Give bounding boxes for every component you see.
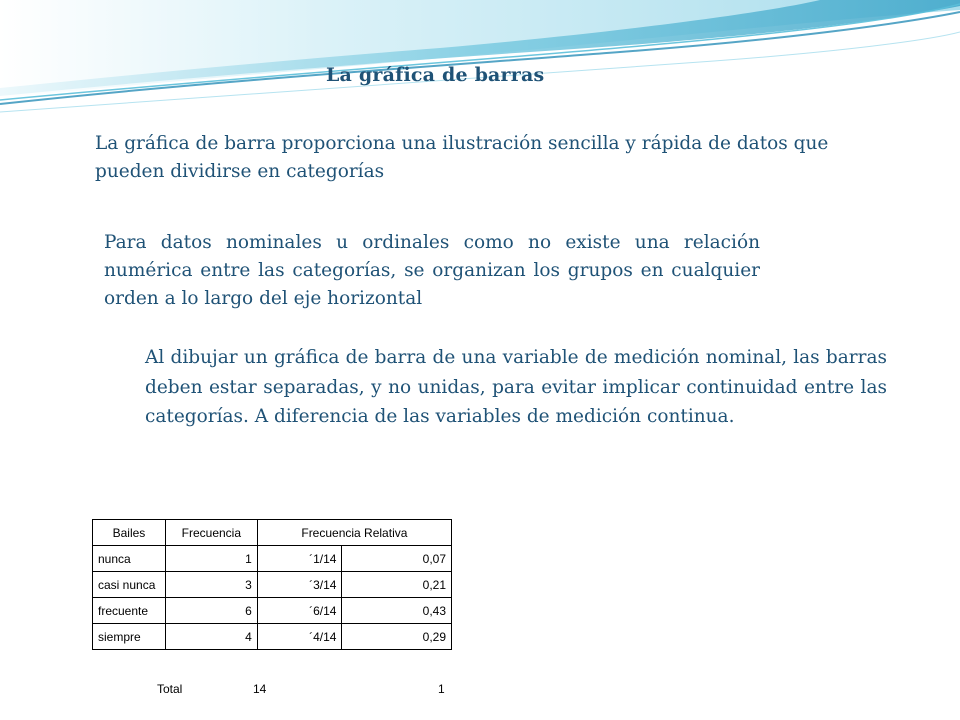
slide-title: La gráfica de barras	[326, 64, 545, 86]
row-frequency: 4	[165, 624, 257, 650]
row-frequency: 3	[165, 572, 257, 598]
row-relative: 0,07	[342, 546, 452, 572]
nominal-ordinal-paragraph: Para datos nominales u ordinales como no existe una relación numérica entre las categorías, se organizan los grupos en cualquier orden a lo largo del eje horizontal	[104, 232, 760, 309]
row-fraction: ´4/14	[257, 624, 342, 650]
table-header-row	[93, 520, 452, 546]
row-category: frecuente	[93, 598, 166, 624]
row-category: nunca	[93, 546, 166, 572]
row-category: casi nunca	[93, 572, 166, 598]
table-row	[93, 546, 452, 572]
header-frecuencia-relativa: Frecuencia Relativa	[257, 520, 451, 546]
row-relative: 0,29	[342, 624, 452, 650]
frequency-table	[92, 519, 452, 650]
table-row	[93, 598, 452, 624]
total-relative: 1	[438, 682, 445, 696]
row-category: siempre	[93, 624, 166, 650]
total-label: Total	[157, 682, 183, 696]
table-row	[93, 572, 452, 598]
row-relative: 0,43	[342, 598, 452, 624]
header-frecuencia: Frecuencia	[165, 520, 257, 546]
row-fraction: ´6/14	[257, 598, 342, 624]
row-fraction: ´1/14	[257, 546, 342, 572]
row-frequency: 6	[165, 598, 257, 624]
decorative-wave-header	[0, 0, 960, 120]
row-frequency: 1	[165, 546, 257, 572]
intro-paragraph: La gráfica de barra proporciona una ilustración sencilla y rápida de datos que pueden dividirse en categorías	[95, 133, 829, 182]
row-fraction: ´3/14	[257, 572, 342, 598]
total-frequency: 14	[253, 682, 267, 696]
header-bailes: Bailes	[93, 520, 166, 546]
table-row	[93, 624, 452, 650]
bar-separation-paragraph: Al dibujar un gráfica de barra de una variable de medición nominal, las barras deben estar separadas, y no unidas, para evitar implicar continuidad entre las categorías. A diferencia de las variables de medición continua.	[145, 347, 887, 427]
row-relative: 0,21	[342, 572, 452, 598]
